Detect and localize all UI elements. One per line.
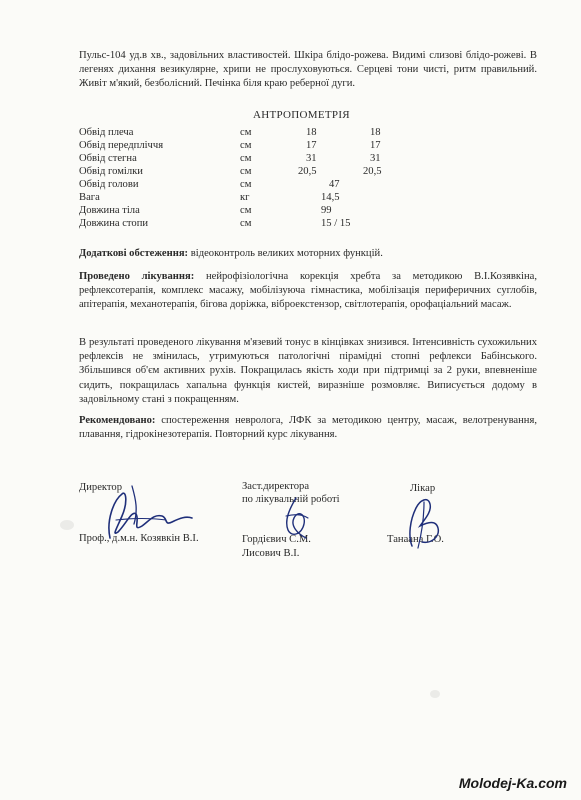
measure-unit: см	[240, 179, 252, 190]
site-watermark: Molodej-Ka.com	[458, 775, 567, 791]
table-row	[79, 152, 549, 165]
table-row	[79, 217, 549, 230]
measure-label: Обвід плеча	[79, 127, 134, 138]
paper-spot	[430, 690, 440, 698]
measure-value: 99	[321, 205, 332, 216]
treatment-paragraph	[79, 270, 537, 313]
measure-label: Обвід передпліччя	[79, 140, 164, 151]
director-title: Директор	[79, 482, 122, 493]
measure-label: Вага	[79, 192, 100, 203]
measure-unit: см	[240, 140, 252, 151]
additional-text: відеоконтроль великих моторних функцій.	[188, 248, 383, 259]
measure-unit: кг	[240, 192, 250, 203]
measure-label: Обвід голови	[79, 179, 139, 190]
table-row	[79, 139, 549, 152]
measure-unit: см	[240, 205, 252, 216]
doctor-signature	[398, 492, 448, 552]
measure-label: Обвід гомілки	[79, 166, 143, 177]
deputy-title-line2: по лікувальній роботі	[242, 494, 340, 505]
measure-label: Обвід стегна	[79, 153, 137, 164]
doctor-title: Лікар	[410, 483, 436, 494]
measure-unit: см	[240, 218, 252, 229]
exam-paragraph: Пульс-104 уд.в хв., задовільних властивостей. Шкіра блідо-рожева. Видимі слизові блідо-рожеві. В легенях дихання везикулярне, хрипи не прослуховуються. Серцеві тони чисті, ритм правильний. Живіт м'який, безболісний. Печінка біля краю реберної дуги.	[79, 50, 537, 90]
measure-right: 18	[370, 127, 381, 138]
results-paragraph: В результаті проведеного лікування м'язевий тонус в кінцівках знизився. Інтенсивність сухожильних рефлексів не змінилась, утримуються патологічні пірамідні стопні рефлекси Бабінського. Збільшився об'єм активних рухів. Покращилась якість ходи при підтримці за 2 руки, впевненіше сидить, покращилась хапальна функція кистей, виразніше розмовляє. Виписується додому в задовільному стані з покращенням.	[79, 337, 537, 405]
doctor-name: Танаана Г.О.	[387, 534, 444, 545]
deputy-name-1: Гордієвич С.М.	[242, 534, 311, 545]
measure-unit: см	[240, 127, 252, 138]
deputy-signature	[276, 494, 316, 544]
table-row	[79, 126, 549, 139]
measure-value: 14,5	[321, 192, 340, 203]
director-signature	[92, 480, 202, 550]
measure-left: 20,5	[298, 166, 317, 177]
measure-label: Довжина тіла	[79, 205, 140, 216]
deputy-title-line1: Заст.директора	[242, 481, 310, 492]
additional-label: Додаткові обстеження:	[79, 248, 189, 259]
measure-right: 20,5	[363, 166, 382, 177]
director-name: Проф., д.м.н. Козявкін В.І.	[79, 533, 199, 544]
measure-right: 31	[370, 153, 381, 164]
deputy-name-2: Лисович В.І.	[242, 548, 300, 559]
measure-left: 31	[306, 153, 317, 164]
paper-spot	[60, 520, 74, 530]
table-row	[79, 178, 549, 191]
measure-right: 17	[370, 140, 381, 151]
measure-value: 47	[329, 179, 340, 190]
measure-left: 18	[306, 127, 317, 138]
recommendation-paragraph	[79, 414, 537, 442]
measure-label: Довжина стопи	[79, 218, 149, 229]
measure-unit: см	[240, 166, 252, 177]
measure-unit: см	[240, 153, 252, 164]
measure-value: 15 / 15	[321, 218, 351, 229]
recommendation-label: Рекомендовано:	[79, 415, 156, 426]
table-row	[79, 191, 549, 204]
recommendation-text: спостереження невролога, ЛФК за методикою центру, масаж, велотренування, плавання, гідрокінезотерапія. Повторний курс лікування.	[79, 415, 537, 441]
table-row	[79, 165, 549, 178]
measure-left: 17	[306, 140, 317, 151]
treatment-label: Проведено лікування:	[79, 271, 195, 282]
table-row	[79, 204, 549, 217]
additional-exams	[79, 247, 537, 261]
treatment-text: нейрофізіологічна корекція хребта за методикою В.І.Козявкіна, рефлексотерапія, комплекс масажу, мобілізуюча гімнастика, мобілізація периферичних суглобів, апітерапія, механотерапія, бігова доріжка, віброекстензор, світлотерапія, орофаціальний масаж.	[79, 271, 538, 311]
anthropometry-title: АНТРОПОМЕТРІЯ	[253, 109, 350, 121]
